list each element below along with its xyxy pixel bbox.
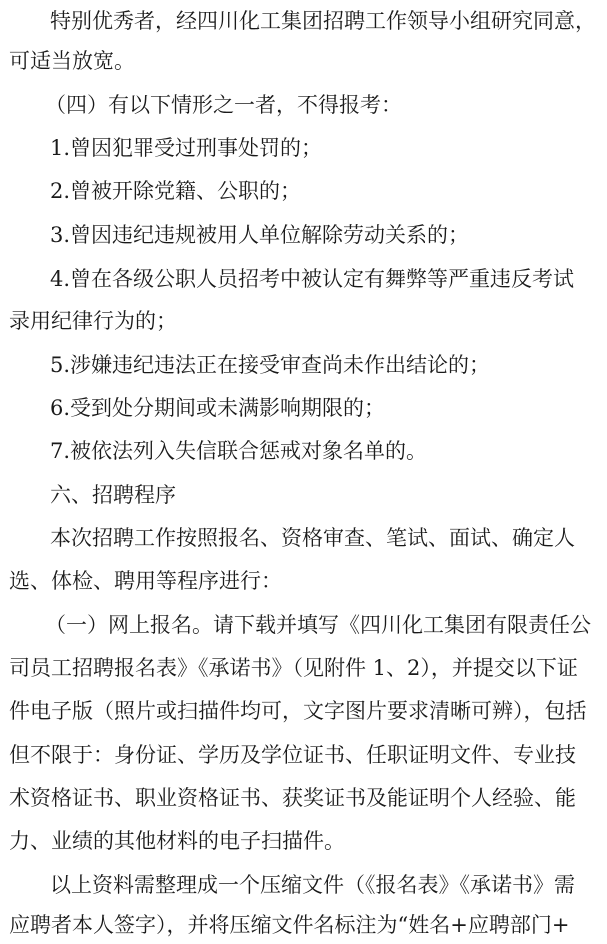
- text-line-18: 但不限于：身份证、学历及学位证书、任职证明文件、专业技: [9, 743, 576, 767]
- list-item-7: 7.被依法列入失信联合惩戒对象名单的。: [50, 439, 428, 463]
- text-line-14: 选、体检、聘用等程序进行：: [9, 569, 282, 593]
- list-item-6: 6.受到处分期间或未满影响期限的；: [50, 396, 386, 420]
- text-line-20: 力、业绩的其他材料的电子扫描件。: [9, 829, 345, 853]
- list-item-4-continued: 录用纪律行为的；: [9, 309, 177, 333]
- list-item-2: 2.曾被开除党籍、公职的；: [50, 179, 302, 203]
- text-line-22: 应聘者本人签字），并将压缩文件名标注为“姓名+应聘部门+: [9, 913, 570, 937]
- text-line-3: （四）有以下情形之一者，不得报考：: [45, 93, 402, 117]
- text-line-19: 术资格证书、职业资格证书、获奖证书及能证明个人经验、能: [9, 786, 576, 810]
- list-item-5: 5.涉嫌违纪违法正在接受审查尚未作出结论的；: [50, 353, 491, 377]
- text-line-16: 司员工招聘报名表》《承诺书》（见附件 1、2），并提交以下证: [9, 656, 578, 680]
- text-line-1: 特别优秀者，经四川化工集团招聘工作领导小组研究同意，: [50, 9, 596, 33]
- text-line-15: （一）网上报名。请下载并填写《四川化工集团有限责任公: [45, 613, 591, 637]
- text-line-21: 以上资料需整理成一个压缩文件（《报名表》《承诺书》需: [50, 873, 575, 897]
- text-line-2: 可适当放宽。: [9, 49, 135, 73]
- list-item-1: 1.曾因犯罪受过刑事处罚的；: [50, 136, 323, 160]
- list-item-3: 3.曾因违纪违规被用人单位解除劳动关系的；: [50, 223, 470, 247]
- list-item-4: 4.曾在各级公职人员招考中被认定有舞弊等严重违反考试: [50, 267, 575, 291]
- text-line-13: 本次招聘工作按照报名、资格审查、笔试、面试、确定人: [50, 526, 575, 550]
- section-heading: 六、招聘程序: [50, 483, 176, 507]
- text-line-17: 件电子版（照片或扫描件均可，文字图片要求清晰可辨），包括: [9, 699, 587, 723]
